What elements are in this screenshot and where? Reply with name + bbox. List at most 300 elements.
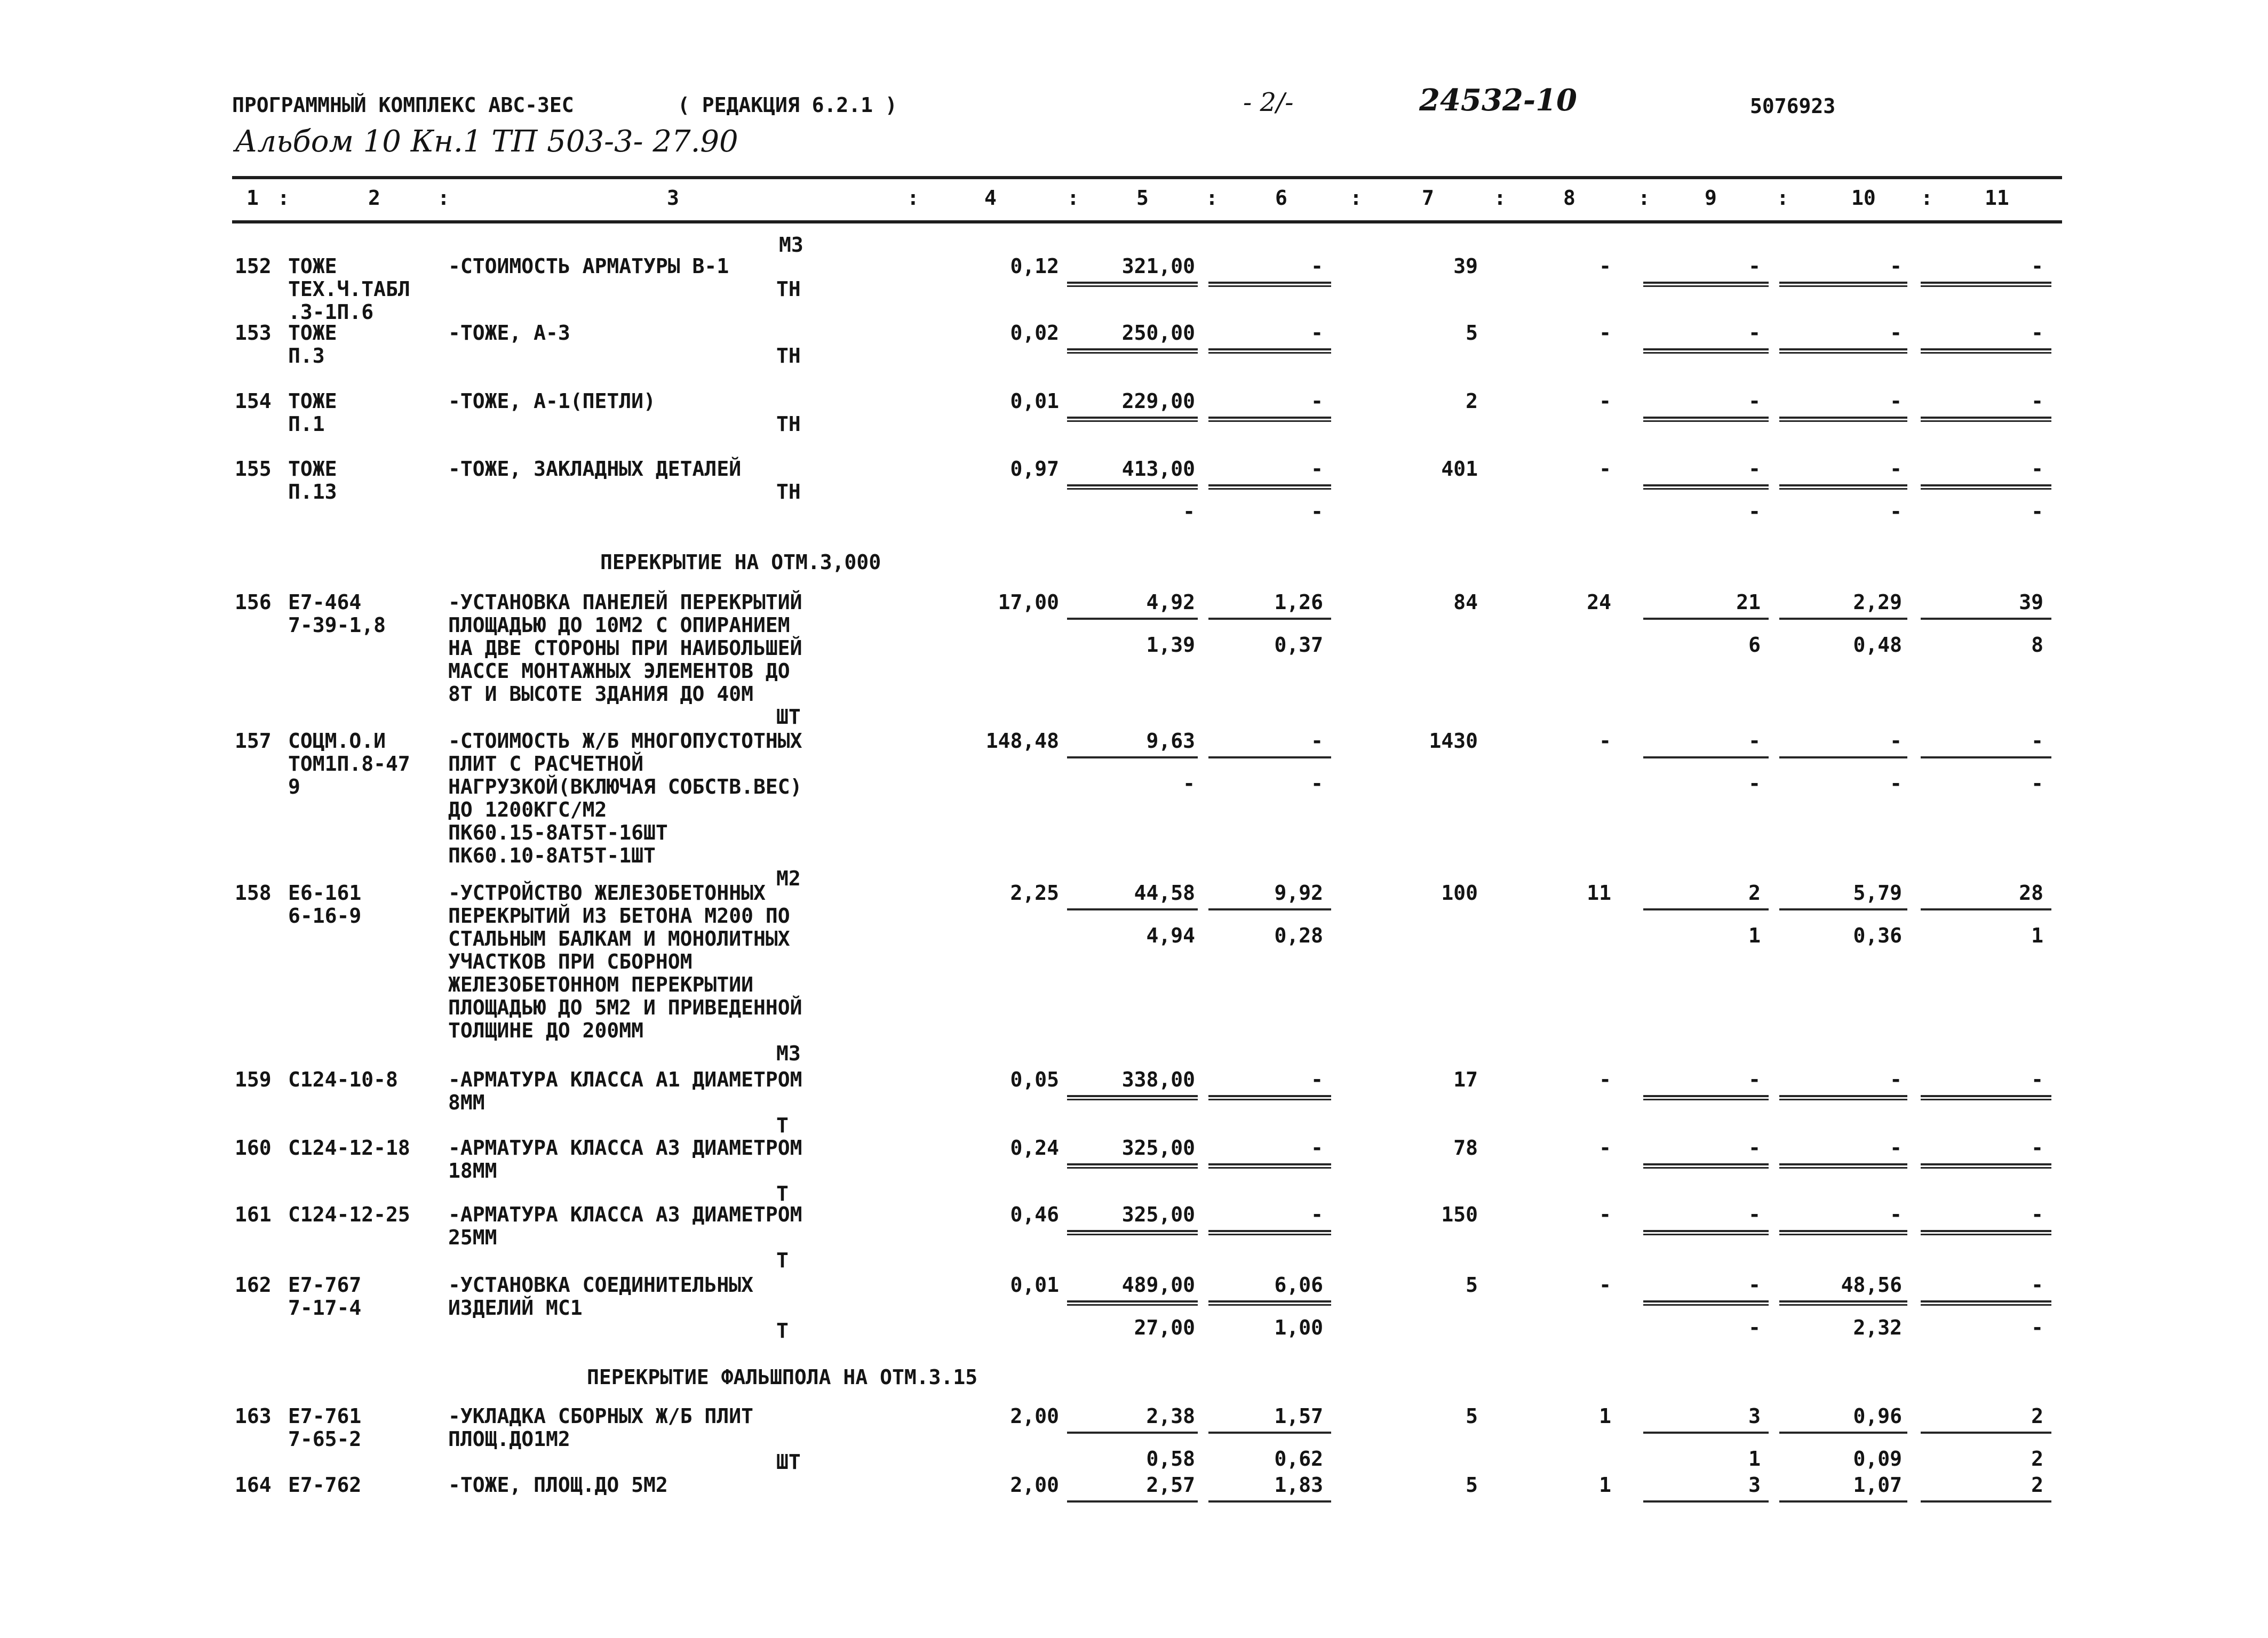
section-title-1: ПЕРЕКРЫТИЕ НА ОТМ.3,000 [600,550,881,574]
cell-underline [1208,908,1331,910]
row-description: -АРМАТУРА КЛАССА А1 ДИАМЕТРОМ [448,1068,802,1091]
cost-9: - [1748,1136,1761,1160]
cell-underline [1067,908,1198,910]
document-code: 5076923 [1750,94,1836,118]
row-description: -СТОИМОСТЬ АРМАТУРЫ В-1 [448,254,729,278]
cost-11: 28 [2019,881,2043,905]
cell-underline [1208,1095,1331,1100]
cost-9: - [1748,321,1761,345]
cost-9-secondary: 6 [1748,633,1761,657]
cost-11: 39 [2019,590,2043,614]
cell-underline [1643,1432,1769,1434]
cost-6-secondary: 1,00 [1274,1316,1323,1339]
cost-9: - [1748,1203,1761,1226]
cell-underline [1921,1432,2051,1434]
quantity: 0,02 [1010,321,1059,345]
cell-underline [1921,348,2051,354]
row-number: 157 [235,729,272,753]
cell-underline [1779,756,1907,758]
cell-underline [1643,484,1769,490]
cost-6: - [1311,729,1323,753]
cell-underline [1779,484,1907,490]
column-header-3: 3 [667,186,679,210]
cell-underline [1779,282,1907,287]
quantity: 0,24 [1010,1136,1059,1160]
quantity: 0,12 [1010,254,1059,278]
unit-of-measure: Т [776,1182,789,1205]
row-code: ТЕХ.Ч.ТАБЛ [288,277,410,301]
row-description: ТОЛЩИНЕ ДО 200ММ [448,1019,644,1042]
cost-10: - [1890,1136,1902,1160]
cell-underline [1208,1500,1331,1503]
cost-7: 84 [1453,590,1478,614]
cost-11: - [2031,457,2043,481]
cost-8: - [1599,1273,1611,1297]
cost-6: - [1311,1068,1323,1091]
cost-11: - [2031,254,2043,278]
cost-5: 44,58 [1134,881,1195,905]
cost-11-secondary: 2 [2031,1447,2043,1471]
cost-5-secondary: - [1183,772,1195,795]
cell-underline [1779,1432,1907,1434]
cell-underline [1067,282,1198,287]
row-number: 164 [235,1473,272,1497]
cost-6: - [1311,457,1323,481]
cost-8: 1 [1599,1404,1611,1428]
cost-5: 338,00 [1121,1068,1195,1091]
row-number: 160 [235,1136,272,1160]
header-bottom-rule [232,220,2062,223]
row-description: ЖЕЛЕЗОБЕТОННОМ ПЕРЕКРЫТИИ [448,973,753,996]
column-separator: : [1350,186,1362,210]
cost-6: - [1311,321,1323,345]
unit-of-measure: ТН [776,277,801,301]
row-description: ПК60.10-8АТ5Т-1ШТ [448,844,656,867]
column-separator: : [277,186,290,210]
row-code: С124-10-8 [288,1068,398,1091]
cost-6: 1,26 [1274,590,1323,614]
cost-6-secondary: 0,62 [1274,1447,1323,1471]
cell-underline [1067,417,1198,422]
row-description: ПЛОЩАДЬЮ ДО 5М2 И ПРИВЕДЕННОЙ [448,996,802,1019]
unit-of-measure: М2 [776,867,801,890]
cost-7: 39 [1453,254,1478,278]
column-separator: : [1067,186,1079,210]
row-description: ДО 1200КГС/М2 [448,798,607,821]
cost-6: - [1311,254,1323,278]
edition-label: ( РЕДАКЦИЯ 6.2.1 ) [678,93,897,117]
cost-9: 2 [1748,881,1761,905]
cost-5-secondary: 27,00 [1134,1316,1195,1339]
cost-9-secondary: - [1748,1316,1761,1339]
cost-9: - [1748,729,1761,753]
page-number: - 2/- [1243,87,1294,117]
cost-10: - [1890,1203,1902,1226]
cost-8: - [1599,457,1611,481]
cost-11: 2 [2031,1404,2043,1428]
row-description: -УСТАНОВКА СОЕДИНИТЕЛЬНЫХ [448,1273,753,1297]
row-description: 8ММ [448,1091,485,1114]
row-description: -УКЛАДКА СБОРНЫХ Ж/Б ПЛИТ [448,1404,753,1428]
cell-underline [1921,756,2051,758]
cost-11-secondary: 1 [2031,924,2043,947]
cost-7: 1430 [1429,729,1478,753]
cost-7: 5 [1466,1473,1478,1497]
cost-9: - [1748,1273,1761,1297]
cost-11: - [2031,1136,2043,1160]
row-code: П.13 [288,480,337,504]
row-description: МАССЕ МОНТАЖНЫХ ЭЛЕМЕНТОВ ДО [448,659,790,683]
row-description: НА ДВЕ СТОРОНЫ ПРИ НАИБОЛЬШЕЙ [448,636,802,660]
quantity: 0,01 [1010,1273,1059,1297]
cell-underline [1643,1500,1769,1503]
column-header-5: 5 [1136,186,1149,210]
cost-10: - [1890,1068,1902,1091]
cost-6-secondary: 0,37 [1274,633,1323,657]
unit-of-measure: Т [776,1114,789,1137]
cost-7: 17 [1453,1068,1478,1091]
cell-underline [1208,1230,1331,1235]
column-header-9: 9 [1705,186,1717,210]
row-description: -ТОЖЕ, А-3 [448,321,570,345]
quantity: 2,00 [1010,1404,1059,1428]
row-description: ПЛОЩАДЬЮ ДО 10М2 С ОПИРАНИЕМ [448,613,790,637]
cell-underline [1921,417,2051,422]
column-header-1: 1 [246,186,259,210]
row-code: СОЦМ.О.И [288,729,386,753]
cost-10: 1,07 [1853,1473,1902,1497]
cost-9-secondary: - [1748,772,1761,795]
cost-10-secondary: - [1890,500,1902,523]
row-number: 163 [235,1404,272,1428]
cell-underline [1779,348,1907,354]
cost-11: 2 [2031,1473,2043,1497]
cell-underline [1779,1230,1907,1235]
cost-5: 9,63 [1146,729,1195,753]
cost-11-secondary: - [2031,772,2043,795]
unit-of-measure: ТН [776,344,801,367]
row-code: 6-16-9 [288,904,362,928]
cell-underline [1208,1432,1331,1434]
section-title-2: ПЕРЕКРЫТИЕ ФАЛЬШПОЛА НА ОТМ.3.15 [587,1365,978,1389]
cell-underline [1779,1300,1907,1306]
row-description: ПЕРЕКРЫТИЙ ИЗ БЕТОНА М200 ПО [448,904,790,928]
column-header-4: 4 [984,186,997,210]
unit-label: М3 [779,233,803,257]
row-code: 7-39-1,8 [288,613,386,637]
cost-5: 325,00 [1121,1136,1195,1160]
cost-10: - [1890,457,1902,481]
unit-of-measure: ТН [776,412,801,436]
column-header-6: 6 [1275,186,1287,210]
cell-underline [1643,348,1769,354]
row-code: Е7-761 [288,1404,362,1428]
cell-underline [1643,282,1769,287]
cell-underline [1067,1230,1198,1235]
cost-5-secondary: 4,94 [1146,924,1195,947]
cost-10: 48,56 [1841,1273,1902,1297]
row-number: 162 [235,1273,272,1297]
cost-7: 78 [1453,1136,1478,1160]
column-header-11: 11 [1985,186,2009,210]
cost-5: 2,57 [1146,1473,1195,1497]
row-code: 9 [288,775,300,798]
cost-6: - [1311,389,1323,413]
row-description: ПК60.15-8АТ5Т-16ШТ [448,821,668,844]
quantity: 2,00 [1010,1473,1059,1497]
cost-8: - [1599,321,1611,345]
cell-underline [1067,756,1198,758]
cost-11: - [2031,389,2043,413]
cost-10: - [1890,254,1902,278]
cost-5: 413,00 [1121,457,1195,481]
cost-8: - [1599,1068,1611,1091]
cell-underline [1643,417,1769,422]
cost-9: 3 [1748,1404,1761,1428]
row-number: 152 [235,254,272,278]
quantity: 0,97 [1010,457,1059,481]
cost-7: 5 [1466,1273,1478,1297]
cell-underline [1067,618,1198,620]
row-number: 155 [235,457,272,481]
cell-underline [1921,618,2051,620]
album-reference: Альбом 10 Кн.1 ТП 503-3- 27.90 [235,124,738,159]
row-code: ТОЖЕ [288,457,337,481]
row-code: ТОЖЕ [288,389,337,413]
cell-underline [1921,282,2051,287]
unit-of-measure: ШТ [776,705,801,729]
quantity: 148,48 [985,729,1059,753]
quantity: 0,46 [1010,1203,1059,1226]
cell-underline [1067,1095,1198,1100]
cost-11: - [2031,729,2043,753]
row-description: -ТОЖЕ, ПЛОЩ.ДО 5М2 [448,1473,668,1497]
cell-underline [1921,1163,2051,1169]
cost-6: 1,83 [1274,1473,1323,1497]
row-number: 154 [235,389,272,413]
cell-underline [1779,1163,1907,1169]
cost-10: 2,29 [1853,590,1902,614]
cell-underline [1643,1095,1769,1100]
column-separator: : [1777,186,1789,210]
cell-underline [1208,1163,1331,1169]
cost-11-secondary: - [2031,500,2043,523]
row-number: 156 [235,590,272,614]
row-description: 18ММ [448,1159,497,1182]
cost-9: - [1748,389,1761,413]
row-code: .3-1П.6 [288,300,374,324]
row-code: С124-12-25 [288,1203,410,1226]
cost-9: - [1748,457,1761,481]
cost-6-secondary: 0,28 [1274,924,1323,947]
row-description: 8Т И ВЫСОТЕ ЗДАНИЯ ДО 40М [448,682,753,706]
cost-5: 250,00 [1121,321,1195,345]
row-description: -АРМАТУРА КЛАССА А3 ДИАМЕТРОМ [448,1203,802,1226]
row-code: Е7-767 [288,1273,362,1297]
unit-of-measure: М3 [776,1042,801,1065]
row-code: 7-17-4 [288,1296,362,1320]
cell-underline [1643,1300,1769,1306]
row-description: СТАЛЬНЫМ БАЛКАМ И МОНОЛИТНЫХ [448,927,790,950]
cell-underline [1921,1230,2051,1235]
cost-6-secondary: - [1311,500,1323,523]
row-description: 25ММ [448,1226,497,1249]
row-code: Е7-464 [288,590,362,614]
cost-10: 0,96 [1853,1404,1902,1428]
cost-10: - [1890,321,1902,345]
header-top-rule [232,176,2062,179]
cost-6: 1,57 [1274,1404,1323,1428]
cost-9-secondary: 1 [1748,1447,1761,1471]
cost-6: 6,06 [1274,1273,1323,1297]
cell-underline [1779,1500,1907,1503]
cost-7: 150 [1441,1203,1478,1226]
cost-9: - [1748,1068,1761,1091]
row-number: 159 [235,1068,272,1091]
cell-underline [1208,282,1331,287]
cost-10-secondary: - [1890,772,1902,795]
cost-9-secondary: 1 [1748,924,1761,947]
cell-underline [1779,908,1907,910]
column-separator: : [907,186,919,210]
row-description: -УСТРОЙСТВО ЖЕЛЕЗОБЕТОННЫХ [448,881,766,905]
cost-11: - [2031,321,2043,345]
cost-7: 100 [1441,881,1478,905]
cell-underline [1067,1300,1198,1306]
cell-underline [1643,756,1769,758]
column-separator: : [437,186,450,210]
column-header-7: 7 [1422,186,1434,210]
cost-11: - [2031,1068,2043,1091]
cost-10: - [1890,729,1902,753]
cost-10: - [1890,389,1902,413]
cost-6: - [1311,1136,1323,1160]
cost-10-secondary: 0,48 [1853,633,1902,657]
column-separator: : [1206,186,1218,210]
row-code: ТОМ1П.8-47 [288,752,410,776]
quantity: 0,05 [1010,1068,1059,1091]
document-number: 24532-10 [1419,83,1577,118]
row-description: -ТОЖЕ, А-1(ПЕТЛИ) [448,389,656,413]
cell-underline [1067,348,1198,354]
cost-10-secondary: 0,09 [1853,1447,1902,1471]
column-header-8: 8 [1563,186,1575,210]
column-header-2: 2 [368,186,380,210]
cost-10: 5,79 [1853,881,1902,905]
row-description: НАГРУЗКОЙ(ВКЛЮЧАЯ СОБСТВ.ВЕС) [448,775,802,798]
cost-8: - [1599,254,1611,278]
row-code: ТОЖЕ [288,254,337,278]
cell-underline [1067,484,1198,490]
cost-9-secondary: - [1748,500,1761,523]
row-code: П.3 [288,344,325,367]
cost-9: 3 [1748,1473,1761,1497]
cell-underline [1643,908,1769,910]
row-description: -УСТАНОВКА ПАНЕЛЕЙ ПЕРЕКРЫТИЙ [448,590,802,614]
cost-5: 229,00 [1121,389,1195,413]
cost-5: 321,00 [1121,254,1195,278]
unit-of-measure: ШТ [776,1450,801,1474]
cell-underline [1208,484,1331,490]
cell-underline [1208,756,1331,758]
row-description: -СТОИМОСТЬ Ж/Б МНОГОПУСТОТНЫХ [448,729,802,753]
row-description: -ТОЖЕ, ЗАКЛАДНЫХ ДЕТАЛЕЙ [448,457,742,481]
unit-of-measure: Т [776,1249,789,1272]
cost-5-secondary: - [1183,500,1195,523]
cost-7: 5 [1466,321,1478,345]
cost-8: - [1599,1136,1611,1160]
row-description: ПЛИТ С РАСЧЕТНОЙ [448,752,644,776]
cell-underline [1779,1095,1907,1100]
cost-11-secondary: 8 [2031,633,2043,657]
row-code: ТОЖЕ [288,321,337,345]
quantity: 17,00 [998,590,1059,614]
cost-8: 11 [1587,881,1611,905]
column-separator: : [1494,186,1506,210]
quantity: 2,25 [1010,881,1059,905]
cell-underline [1208,348,1331,354]
cost-5: 489,00 [1121,1273,1195,1297]
cell-underline [1643,1163,1769,1169]
cost-6: - [1311,1203,1323,1226]
cost-10-secondary: 2,32 [1853,1316,1902,1339]
unit-of-measure: Т [776,1319,789,1343]
row-code: Е7-762 [288,1473,362,1497]
cost-9: 21 [1736,590,1761,614]
cell-underline [1779,618,1907,620]
cell-underline [1643,618,1769,620]
cost-5: 325,00 [1121,1203,1195,1226]
quantity: 0,01 [1010,389,1059,413]
cost-5: 2,38 [1146,1404,1195,1428]
column-separator: : [1921,186,1933,210]
cell-underline [1921,484,2051,490]
cost-7: 401 [1441,457,1478,481]
cost-5-secondary: 1,39 [1146,633,1195,657]
cost-10-secondary: 0,36 [1853,924,1902,947]
row-description: -АРМАТУРА КЛАССА А3 ДИАМЕТРОМ [448,1136,802,1160]
cost-11: - [2031,1203,2043,1226]
row-code: 7-65-2 [288,1427,362,1451]
cell-underline [1067,1432,1198,1434]
row-description: УЧАСТКОВ ПРИ СБОРНОМ [448,950,693,973]
cost-8: - [1599,389,1611,413]
row-number: 153 [235,321,272,345]
cost-7: 5 [1466,1404,1478,1428]
row-code: С124-12-18 [288,1136,410,1160]
cell-underline [1921,1300,2051,1306]
cell-underline [1067,1500,1198,1503]
cost-9: - [1748,254,1761,278]
cost-6-secondary: - [1311,772,1323,795]
row-number: 161 [235,1203,272,1226]
cell-underline [1921,1095,2051,1100]
unit-of-measure: ТН [776,480,801,504]
row-number: 158 [235,881,272,905]
cell-underline [1921,908,2051,910]
row-code: Е6-161 [288,881,362,905]
cost-8: - [1599,729,1611,753]
column-header-10: 10 [1851,186,1876,210]
cost-5: 4,92 [1146,590,1195,614]
row-code: П.1 [288,412,325,436]
cost-8: - [1599,1203,1611,1226]
cost-8: 24 [1587,590,1611,614]
cost-7: 2 [1466,389,1478,413]
row-description: ПЛОЩ.ДО1М2 [448,1427,570,1451]
cell-underline [1208,1300,1331,1306]
cost-11-secondary: - [2031,1316,2043,1339]
